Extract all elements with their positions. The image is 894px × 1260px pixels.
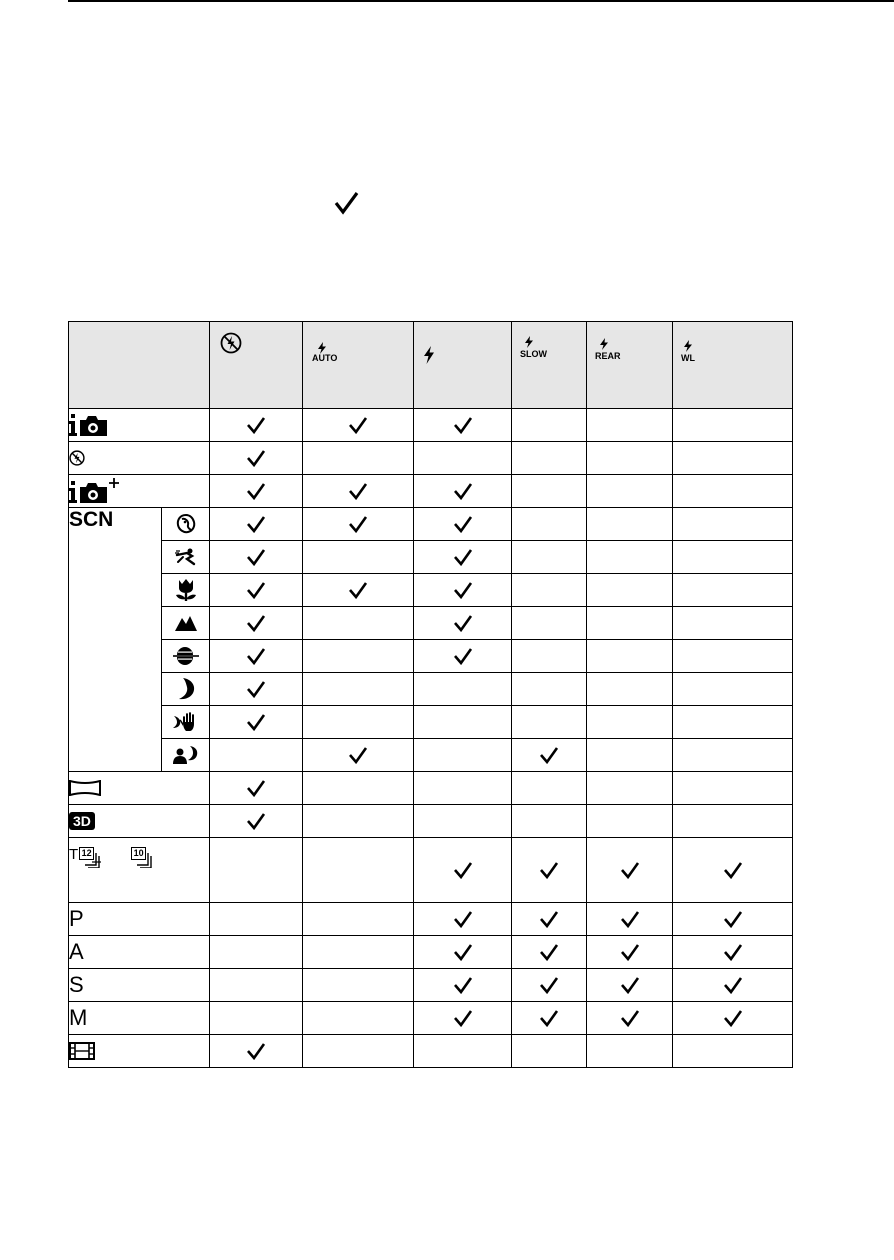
scn-portrait-icon [176,514,196,534]
mode-cell [162,739,210,772]
check-cell [673,936,793,969]
check-cell [512,739,587,772]
check-icon [620,861,640,879]
table-row [69,574,793,607]
check-cell [587,969,673,1002]
mode-cell [69,838,210,903]
table-row [69,1002,793,1035]
check-cell [414,574,512,607]
check-cell [303,607,414,640]
check-cell [673,673,793,706]
check-cell [512,673,587,706]
table-row [69,442,793,475]
check-cell [512,508,587,541]
table-row [69,475,793,508]
check-cell [587,936,673,969]
check-icon [246,1042,266,1060]
check-icon [348,515,368,533]
flash-wireless-tag: WL [681,353,695,363]
check-cell [303,574,414,607]
check-cell [512,574,587,607]
mode-cell [69,1035,210,1068]
check-cell [210,903,303,936]
check-cell [512,706,587,739]
legend-check-icon [333,191,361,215]
check-icon [539,910,559,928]
table-row [69,640,793,673]
check-cell [587,574,673,607]
check-cell [587,442,673,475]
check-cell [673,409,793,442]
check-cell [673,706,793,739]
check-icon [453,581,473,599]
check-icon [539,976,559,994]
check-cell [673,739,793,772]
check-cell [512,409,587,442]
3d-icon: 3D [69,812,95,830]
check-cell [512,805,587,838]
flash-wireless-icon [683,340,693,352]
check-cell [587,1002,673,1035]
check-icon [246,515,266,533]
check-cell [210,969,303,1002]
check-icon [453,943,473,961]
check-cell [210,805,303,838]
check-icon [620,910,640,928]
top-rule [68,0,894,2]
check-cell [303,903,414,936]
flash-slow-tag: SLOW [520,349,547,359]
table-row [69,903,793,936]
check-cell [414,772,512,805]
check-cell [303,706,414,739]
header-flash-slow [512,322,587,409]
check-icon [453,614,473,632]
table-row [69,969,793,1002]
mode-cell [162,508,210,541]
flash-rear-tag: REAR [595,351,621,361]
check-cell [210,739,303,772]
burst-priority-icon [69,847,155,869]
check-icon [246,647,266,665]
check-cell [414,541,512,574]
check-icon [453,861,473,879]
flash-on-icon [423,346,435,364]
check-icon [453,482,473,500]
scn-night-icon [177,677,195,701]
check-cell [303,1035,414,1068]
table-row [69,936,793,969]
check-cell [512,838,587,903]
check-cell [303,838,414,903]
check-cell [303,739,414,772]
mode-cell [162,607,210,640]
check-icon [348,482,368,500]
header-flash-rear [587,322,673,409]
check-cell [414,673,512,706]
check-cell [414,706,512,739]
check-cell [414,442,512,475]
mode-cell [162,640,210,673]
check-icon [453,910,473,928]
check-cell [673,903,793,936]
check-cell [414,805,512,838]
table-row [69,772,793,805]
check-cell [673,1035,793,1068]
mode-cell [162,574,210,607]
table-row [69,838,793,903]
header-flash-on [414,322,512,409]
movie-icon [69,1042,95,1060]
check-icon [723,861,743,879]
check-icon [348,746,368,764]
check-cell [673,640,793,673]
scn-handheld-twilight-icon [172,712,200,732]
check-cell [414,739,512,772]
superior-auto-icon [69,478,125,504]
check-cell [210,673,303,706]
check-cell [414,607,512,640]
check-icon [539,1009,559,1027]
check-icon [539,943,559,961]
check-cell [512,969,587,1002]
check-cell [673,969,793,1002]
header-flash-auto [303,322,414,409]
check-cell [512,607,587,640]
mode-letter-p: P [69,903,210,936]
check-cell [303,508,414,541]
table-row [69,739,793,772]
check-cell [210,541,303,574]
check-cell [210,1002,303,1035]
check-icon [246,482,266,500]
check-cell [512,475,587,508]
table-row [69,607,793,640]
check-cell [587,508,673,541]
check-icon [539,861,559,879]
table-row [69,508,793,541]
check-cell [210,607,303,640]
check-cell [414,508,512,541]
check-cell [414,1002,512,1035]
mode-cell [69,805,210,838]
check-cell [673,574,793,607]
check-cell [210,706,303,739]
mode-cell [162,541,210,574]
check-cell [587,772,673,805]
check-icon [348,416,368,434]
table-row [69,805,793,838]
scn-night-portrait-icon [173,745,199,765]
check-cell [673,1002,793,1035]
check-cell [587,739,673,772]
check-cell [587,805,673,838]
check-cell [587,903,673,936]
flash-off-mode-icon [69,450,85,466]
header-mode-cell [69,322,210,409]
check-cell [210,838,303,903]
mode-cell [162,673,210,706]
check-cell [303,772,414,805]
check-icon [723,1009,743,1027]
check-icon [246,779,266,797]
flash-auto-tag: AUTO [312,353,338,363]
check-icon [723,910,743,928]
check-cell [210,640,303,673]
check-cell [210,508,303,541]
check-cell [512,442,587,475]
check-cell [512,640,587,673]
check-cell [673,607,793,640]
check-cell [414,409,512,442]
check-cell [673,772,793,805]
check-icon [246,449,266,467]
table-row [69,706,793,739]
check-cell [512,1035,587,1068]
check-cell [414,936,512,969]
scn-macro-icon [175,578,197,602]
check-cell [303,1002,414,1035]
check-cell [512,903,587,936]
mode-cell [69,475,210,508]
check-cell [587,409,673,442]
burst-t-letter: T [69,846,79,863]
scn-landscape-icon [175,615,197,631]
check-icon [453,416,473,434]
check-cell [414,969,512,1002]
mode-cell [69,409,210,442]
check-cell [303,442,414,475]
check-icon [246,581,266,599]
flash-off-icon [220,332,242,354]
check-icon [348,581,368,599]
scn-label: SCN [69,508,162,772]
panorama-icon [69,780,101,796]
check-cell [210,442,303,475]
check-cell [587,706,673,739]
check-icon [723,943,743,961]
table-row [69,1035,793,1068]
check-cell [210,772,303,805]
check-cell [587,838,673,903]
burst-12-icon: 12 [79,847,103,869]
check-cell [210,475,303,508]
check-cell [587,673,673,706]
check-icon [620,943,640,961]
check-icon [539,746,559,764]
check-icon [453,1009,473,1027]
burst-10-icon: 10 [131,847,155,869]
intelligent-auto-icon [69,413,111,437]
check-cell [587,640,673,673]
flash-slow-icon [524,336,534,348]
check-cell [414,1035,512,1068]
table-row [69,409,793,442]
check-cell [512,772,587,805]
check-cell [673,805,793,838]
check-cell [587,1035,673,1068]
check-cell [303,936,414,969]
check-cell [303,475,414,508]
header-flash-wireless [673,322,793,409]
check-cell [414,640,512,673]
mode-cell [69,772,210,805]
check-icon [453,548,473,566]
check-cell [587,607,673,640]
mode-letter-s: S [69,969,210,1002]
check-cell [414,838,512,903]
header-flash-off [210,322,303,409]
check-cell [673,838,793,903]
check-icon [246,416,266,434]
check-cell [303,409,414,442]
mode-letter-m: M [69,1002,210,1035]
check-icon [620,1009,640,1027]
mode-letter-a: A [69,936,210,969]
check-cell [587,541,673,574]
mode-cell [162,706,210,739]
check-cell [303,805,414,838]
check-icon [453,515,473,533]
mode-cell [69,442,210,475]
check-icon [246,812,266,830]
check-icon [723,976,743,994]
table-row [69,673,793,706]
check-cell [673,442,793,475]
check-cell [210,574,303,607]
check-icon [620,976,640,994]
check-icon [453,976,473,994]
flash-compatibility-table [68,321,793,1068]
check-cell [673,475,793,508]
check-cell [512,541,587,574]
scn-sunset-icon [173,647,199,665]
check-cell [303,969,414,1002]
check-cell [303,640,414,673]
table-row [69,541,793,574]
check-icon [246,548,266,566]
check-cell [303,673,414,706]
check-cell [512,1002,587,1035]
check-cell [210,1035,303,1068]
check-cell [210,409,303,442]
check-icon [246,680,266,698]
check-cell [303,541,414,574]
check-cell [414,903,512,936]
header-row [69,322,793,409]
check-cell [673,508,793,541]
flash-rear-icon [599,338,609,350]
check-icon [246,614,266,632]
check-cell [512,936,587,969]
scn-sports-icon [175,548,197,566]
check-icon [453,647,473,665]
check-cell [414,475,512,508]
check-icon [246,713,266,731]
check-cell [210,936,303,969]
check-cell [673,541,793,574]
check-cell [587,475,673,508]
